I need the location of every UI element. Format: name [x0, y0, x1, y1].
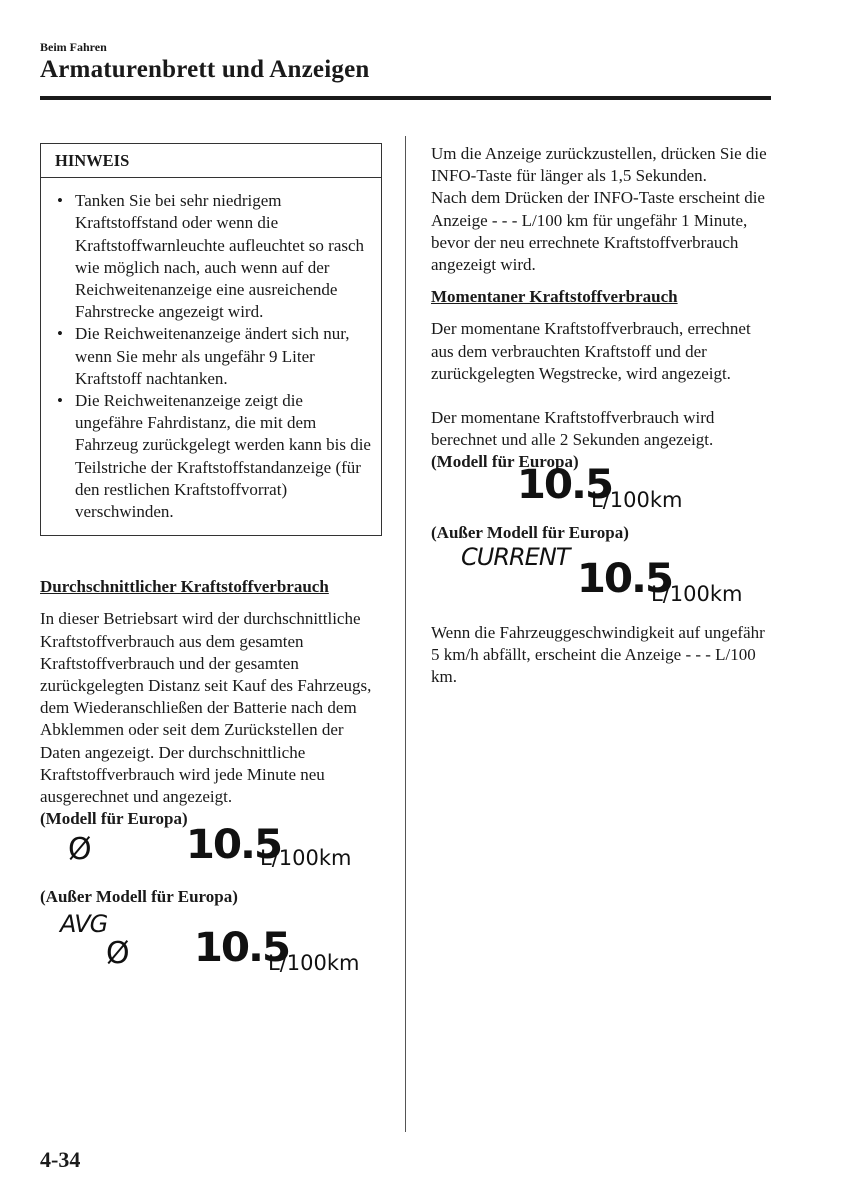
current-heading: Momentaner Kraftstoffverbrauch: [431, 287, 678, 307]
reset-text-1: Um die Anzeige zurückzustellen, drücken Sie die INFO-Taste für länger als 1,5 Sekunden.: [431, 144, 767, 186]
bullet-icon: •: [57, 391, 63, 411]
average-symbol-icon: Ø: [106, 935, 130, 971]
bullet-icon: •: [57, 324, 63, 344]
average-unit: L/100km: [268, 950, 360, 975]
note-item-text: Die Reichweitenanzeige ändert sich nur, wenn Sie mehr als ungefähr 9 Liter Kraftstoff nachtanken.: [75, 324, 350, 388]
note-box: [40, 143, 382, 536]
current-europe-label: (Modell für Europa): [431, 452, 579, 472]
average-value: 10.5: [193, 924, 289, 971]
note-item-text: Die Reichweitenanzeige zeigt die ungefähre Fahrdistanz, die mit dem Fahrzeug zurückgelegt werden kann bis die Teilstriche der Kraftstoffstandanzeige (für den restlichen Kraftstoffvorrat) verschwinden.: [75, 391, 371, 522]
note-list: [41, 178, 381, 535]
right-column: [431, 143, 776, 688]
current-value: 10.5: [576, 555, 672, 602]
column-divider: [405, 136, 406, 1132]
average-europe-label: (Modell für Europa): [40, 809, 188, 829]
note-heading: HINWEIS: [41, 144, 381, 178]
current-non-europe-label: (Außer Modell für Europa): [431, 522, 629, 542]
reset-text-2: Nach dem Drücken der INFO-Taste erscheint die Anzeige - - - L/100 km für ungefähr 1 Minute, bevor der neu errechnete Kraftstoffverbrauch angezeigt wird.: [431, 188, 765, 275]
average-heading: Durchschnittlicher Kraftstoffverbrauch: [40, 577, 329, 597]
page-title: Armaturenbrett und Anzeigen: [40, 56, 370, 83]
current-text-1: Der momentane Kraftstoffverbrauch, errechnet aus dem verbrauchten Kraftstoff und der zurückgelegten Wegstrecke, wird angezeigt.: [431, 319, 751, 383]
note-item: [55, 323, 371, 390]
average-unit: L/100km: [260, 846, 352, 871]
average-symbol-icon: Ø: [68, 832, 92, 868]
title-rule: [40, 96, 771, 100]
current-value: 10.5: [516, 461, 612, 508]
left-column: [40, 143, 382, 999]
average-display-non-europe: [40, 909, 382, 999]
current-tag: CURRENT: [461, 542, 570, 571]
current-unit: L/100km: [591, 487, 683, 512]
note-item: [55, 190, 371, 323]
section-label: Beim Fahren: [40, 40, 107, 54]
note-item: [55, 390, 371, 523]
current-text-2: Der momentane Kraftstoffverbrauch wird berechnet und alle 2 Sekunden angezeigt.: [431, 408, 715, 450]
page-number: 4-34: [40, 1147, 81, 1172]
current-display-non-europe: [431, 542, 776, 622]
bullet-icon: •: [57, 191, 63, 211]
current-text-3: Wenn die Fahrzeuggeschwindigkeit auf ungefähr 5 km/h abfällt, erscheint die Anzeige - - - L/100 km.: [431, 622, 765, 687]
average-text: In dieser Betriebsart wird der durchschnittliche Kraftstoffverbrauch aus dem gesamten Kraftstoffverbrauch und der gesamten zurückgelegten Distanz seit Kauf des Fahrzeugs, dem Wiederanschließen der Batterie nach dem Abklemmen oder seit dem Zurückstellen der Daten angezeigt. Der durchschnittliche Kraftstoffverbrauch wird jede Minute neu ausgerechnet und angezeigt.: [40, 609, 372, 807]
note-item-text: Tanken Sie bei sehr niedrigem Kraftstoffstand oder wenn die Kraftstoffwarnleuchte aufleuchtet so rasch wie möglich nach, auch wenn auf der Reichweitenanzeige eine ausreichende Fahrstrecke angezeigt wird.: [75, 191, 365, 322]
average-tag: AVG: [60, 909, 108, 938]
average-non-europe-label: (Außer Modell für Europa): [40, 887, 238, 907]
average-value: 10.5: [185, 822, 281, 869]
current-unit: L/100km: [651, 581, 743, 606]
average-display-europe: [40, 822, 382, 886]
